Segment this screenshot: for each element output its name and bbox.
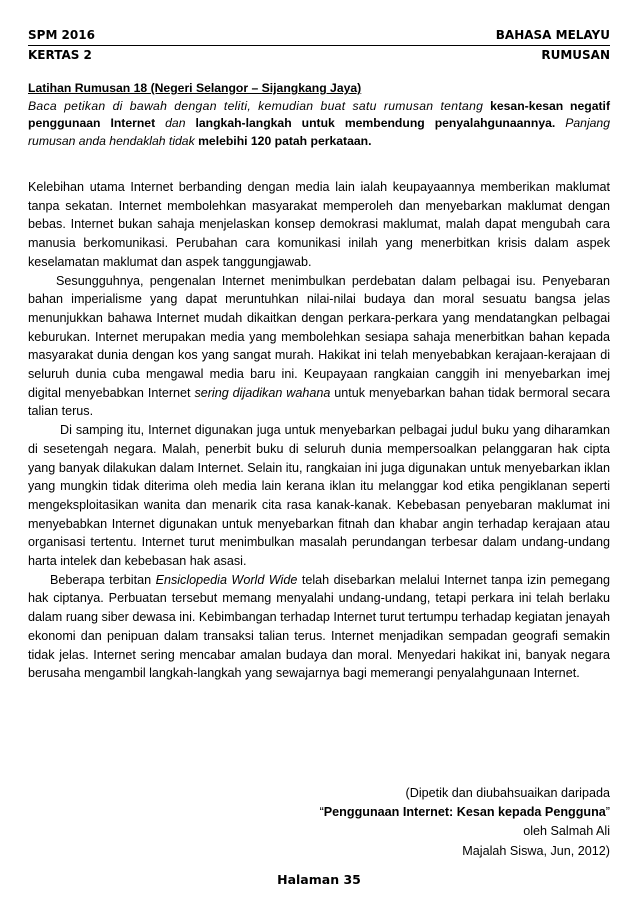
citation-author: oleh Salmah Ali — [523, 824, 610, 839]
citation-publication: Majalah Siswa, Jun, 2012) — [462, 843, 610, 858]
citation-intro: (Dipetik dan diubahsuaikan daripada — [405, 786, 610, 800]
citation-title-line — [320, 803, 610, 822]
header-divider — [28, 45, 610, 46]
source-citation — [320, 784, 610, 861]
paragraph-1: Kelebihan utama Internet berbanding dengan media lain ialah keupayaannya memberikan maklumat tanpa sekatan. Internet membolehkan masyarakat memperoleh dan menyebarkan maklumat dengan bebas. Internet bukan sahaja menjelaskan konsep demokrasi maklumat, malah dapat mengubah cara manusia berkomunikasi. Perubahan cara komunikasi inilah yang menerbitkan krisis dalam aspek keselamatan maklumat dan aspek tanggungjawab. — [28, 180, 610, 269]
exam-label: SPM 2016 — [28, 28, 95, 42]
close-quote: ” — [605, 805, 610, 820]
paper-label: KERTAS 2 — [28, 48, 92, 62]
subject-label: BAHASA MELAYU — [495, 28, 610, 42]
paragraph-2 — [28, 272, 610, 422]
instruction-part-1: Baca petikan di bawah dengan teliti, kemudian buat satu rumusan tentang — [28, 98, 484, 113]
paragraph-4 — [28, 571, 610, 683]
passage — [28, 178, 610, 683]
paragraph-4-text-a: Beberapa terbitan — [50, 572, 152, 587]
exercise-title: Latihan Rumusan 18 (Negeri Selangor – Sijangkang Jaya) — [28, 81, 362, 95]
header-top-row — [28, 28, 610, 42]
citation-title: Penggunaan Internet: Kesan kepada Pengguna — [323, 805, 606, 820]
open-quote: “ — [319, 805, 324, 820]
instruction-focus-2: langkah-langkah untuk membendung penyalahgunaannya. — [195, 116, 556, 130]
instruction-text — [28, 98, 610, 151]
page-number: Halaman 35 — [277, 872, 361, 887]
paragraph-2-text-b: untuk menyebarkan bahan tidak bermoral secara talian terus. — [28, 385, 611, 419]
paragraph-2-text-a: Sesungguhnya, pengenalan Internet menimbulkan perdebatan dalam pelbagai isu. Penyebaran bahan imperialisme yang dapat meruntuhkan nilai-nilai budaya dan moral sesuatu bangsa jelas menunjukkan bahawa Internet mudah dikaitkan dengan perkara-perkara yang mendatangkan pelbagai keburukan. Internet merupakan media yang membolehkan sesiapa sahaja menerbitkan bahan kepada masyarakat dunia dengan kos yang sangat murah. Hakikat ini telah menyebabkan kerajaan-kerajaan di seluruh dunia cuba mengawal media baru ini. Keupayaan rangkaian canggih ini menyebarkan imej digital menyebabkan Internet — [28, 273, 610, 400]
paragraph-4-italic: Ensiclopedia World Wide — [155, 572, 298, 587]
paragraph-3: Di samping itu, Internet digunakan juga untuk menyebarkan pelbagai judul buku yang diharamkan di sesetengah negara. Malah, penerbit buku di seluruh dunia mempersoalkan pelanggaran hak cipta yang banyak dilakukan dalam Internet. Selain itu, rangkaian ini juga digunakan untuk menyebarkan iklan yang mungkin tidak diterima oleh media lain kerana iklan itu melanggar kod etika pengiklanan seperti mengeksploitasikan wanita dan menarik cita rasa kanak-kanak. Kebebasan penyebaran maklumat ini menyebabkan Internet digunakan untuk menyebarkan fitnah dan khabar angin terhadap kerajaan atau organisasi tertentu. Internet turut menimbulkan masalah perundangan terbesar dalam undang-undang harta intelek dan kebebasan hak asasi. — [28, 423, 610, 569]
instruction-part-2: dan — [165, 116, 186, 130]
paragraph-2-italic: sering dijadikan wahana — [194, 385, 331, 400]
header-bottom-row — [28, 48, 610, 62]
section-label: RUMUSAN — [541, 48, 610, 62]
instruction-focus-1: kesan-kesan negatif penggunaan Internet — [28, 98, 611, 130]
instruction-part-3: Panjang rumusan anda hendaklah tidak — [28, 116, 610, 148]
paragraph-4-text-b: telah disebarkan melalui Internet tanpa izin pemegang hak ciptanya. Perbuatan tersebut memang menyalahi undang-undang, tetapi perkara ini telah berlaku dalam ruang siber dewasa ini. Kebimbangan terhadap Internet turut tertumpu terhadap kegiatan jenayah ekonomi dan penipuan dalam transaksi talian terus. Internet menjadikan sempadan geografi semakin tidak jelas. Internet sering mencabar amalan budaya dan moral. Menyedari hakikat ini, banyak negara berusaha mengambil langkah-langkah yang sewajarnya bagi memerangi penyalahgunaan Internet. — [28, 572, 611, 681]
task-instructions — [28, 80, 610, 150]
instruction-focus-3: melebihi 120 patah perkataan. — [198, 133, 372, 148]
